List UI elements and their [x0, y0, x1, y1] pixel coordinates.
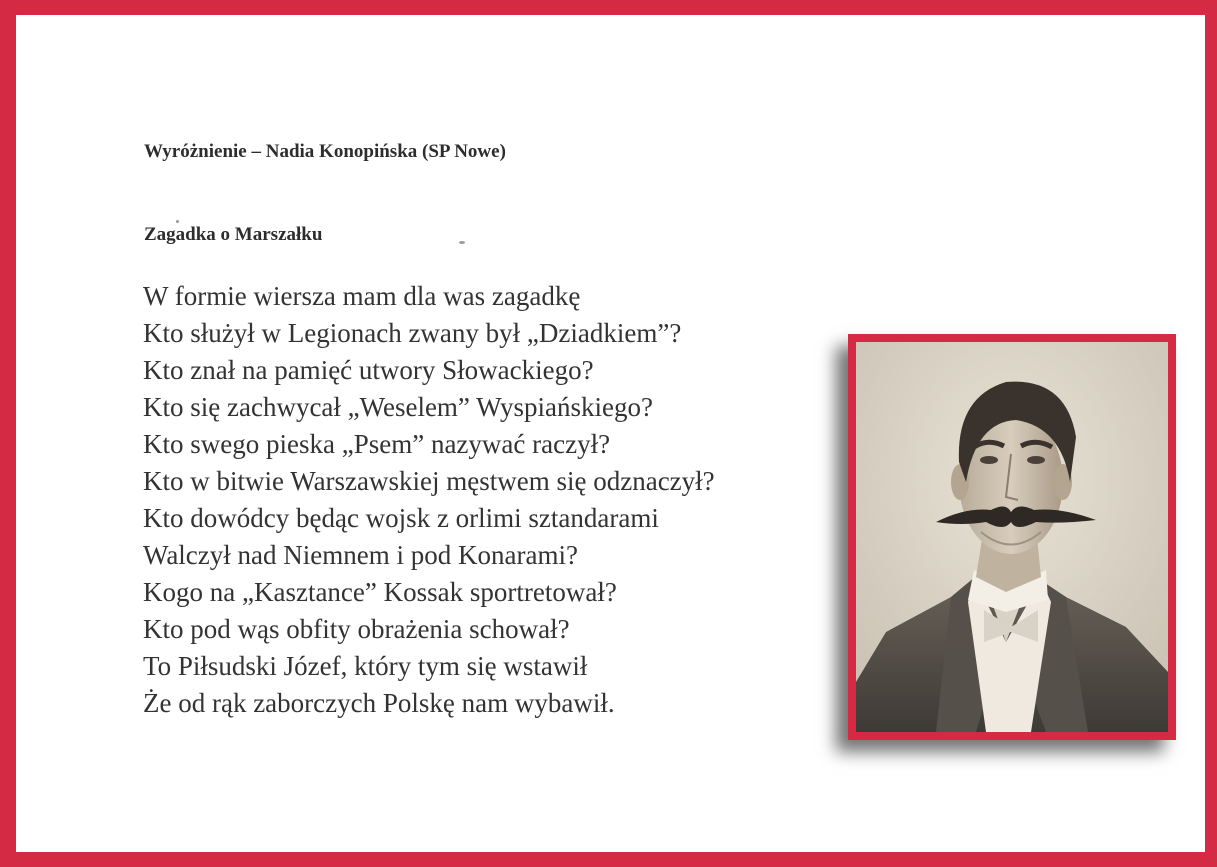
poem-line: Kto swego pieska „Psem” nazywać raczył?: [143, 429, 611, 459]
poem-body: [143, 278, 715, 722]
portrait-frame: [848, 334, 1176, 740]
scan-speck: [459, 241, 465, 244]
portrait-illustration: [856, 342, 1168, 732]
poem-line: Że od rąk zaborczych Polskę nam wybawił.: [143, 688, 615, 718]
portrait-photo: [856, 342, 1168, 732]
poem-line: Kto służył w Legionach zwany był „Dziadkiem”?: [143, 318, 682, 348]
poem-line: Kto pod wąs obfity obrażenia schował?: [143, 614, 570, 644]
poem-line: Kogo na „Kasztance” Kossak sportretował?: [143, 577, 617, 607]
poem-line: Walczył nad Niemnem i pod Konarami?: [143, 540, 578, 570]
poem-line: W formie wiersza mam dla was zagadkę: [143, 281, 581, 311]
poem-line: Kto się zachwycał „Weselem” Wyspiańskiego?: [143, 392, 654, 422]
scan-speck: [176, 220, 179, 223]
poem-line: Kto dowódcy będąc wojsk z orlimi sztandarami: [143, 503, 659, 533]
poem-title: Zagadka o Marszałku: [144, 224, 323, 245]
poem-line: Kto znał na pamięć utwory Słowackiego?: [143, 355, 594, 385]
poem-line: Kto w bitwie Warszawskiej męstwem się odznaczył?: [143, 466, 715, 496]
document-page: [16, 15, 1205, 852]
award-line: Wyróżnienie – Nadia Konopińska (SP Nowe): [144, 141, 506, 162]
poem-line: To Piłsudski Józef, który tym się wstawił: [143, 651, 588, 681]
